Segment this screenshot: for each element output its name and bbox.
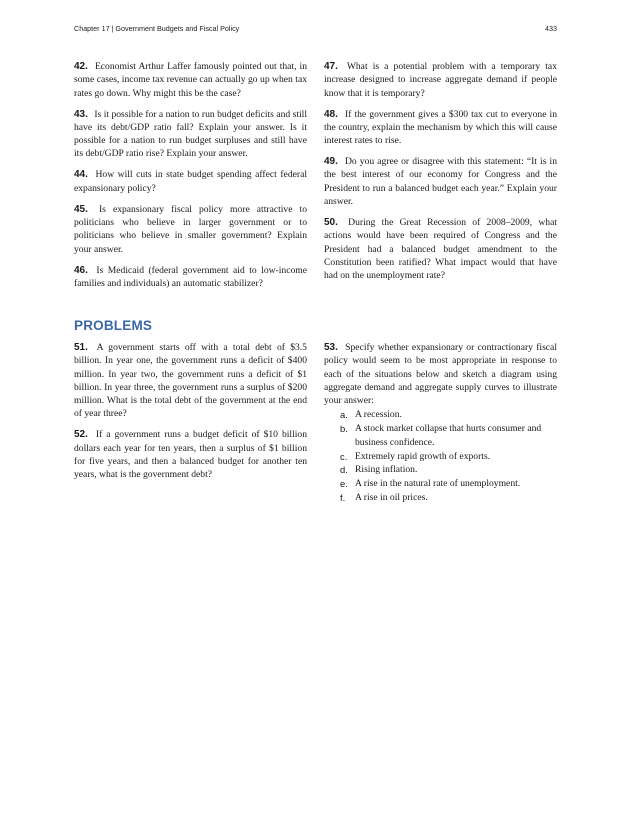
problems-left-column (74, 341, 307, 489)
problems-heading: PROBLEMS (74, 318, 153, 333)
problem-text: If a government runs a budget deficit of $10 billion dollars each year for ten years, then a surplus of $1 billion for five years, and then a balanced budget for another ten years, what is the government debt? (74, 429, 307, 481)
list-item (324, 450, 557, 463)
question-43 (74, 108, 307, 161)
list-item-text: Extremely rapid growth of exports. (355, 450, 491, 462)
question-text: During the Great Recession of 2008–2009, what actions would have been required of Congress and the President had a balanced budget amendment to the Constitution been ratified? What impact would that have had on the unemployment rate? (324, 217, 557, 282)
list-marker: b. (340, 423, 348, 435)
question-text: Is expansionary fiscal policy more attractive to politicians who believe in larger government or to politicians who believe in smaller government? Explain your answer. (74, 203, 307, 255)
situation-list (324, 408, 557, 504)
question-text: Do you agree or disagree with this statement: “It is in the best interest of our economy for Congress and the President to run a balanced budget each year.” Explain your answer. (324, 156, 557, 208)
question-number: 45. (74, 203, 88, 215)
list-item-text: A stock market collapse that hurts consumer and business confidence. (355, 423, 542, 448)
question-text: Is Medicaid (federal government aid to low-income families and individuals) an automatic stabilizer? (74, 264, 307, 289)
question-44 (74, 168, 307, 195)
question-text: Economist Arthur Laffer famously pointed out that, in some cases, income tax revenue can actually go up when tax rates go down. Why might this be the case? (74, 61, 307, 99)
list-item (324, 408, 557, 421)
question-number: 42. (74, 61, 88, 72)
question-number: 49. (324, 156, 338, 168)
list-item-text: Rising inflation. (355, 464, 418, 476)
question-42 (74, 60, 307, 100)
questions-right-column (324, 60, 557, 290)
question-50 (324, 216, 557, 282)
question-number: 50. (324, 217, 338, 229)
list-item (324, 463, 557, 476)
list-marker: f. (340, 492, 346, 504)
question-number: 43. (74, 108, 88, 120)
problem-text: A government starts off with a total debt of $3.5 billion. In year one, the government runs a deficit of $400 million. In year two, the government runs a deficit of $1 billion. In year three, the government runs a surplus of $200 million. What is the total debt of the government at the end of year three? (74, 342, 307, 420)
list-item-text: A recession. (355, 409, 402, 421)
problem-number: 51. (74, 342, 88, 353)
list-marker: e. (340, 478, 348, 490)
question-number: 44. (74, 169, 88, 181)
question-47 (324, 60, 557, 100)
question-48 (324, 108, 557, 148)
questions-left-column (74, 60, 307, 298)
problem-number: 52. (74, 429, 88, 441)
list-item (324, 477, 557, 490)
question-text: How will cuts in state budget spending affect federal expansionary policy? (74, 169, 307, 194)
page-header (74, 24, 557, 38)
problem-number: 53. (324, 342, 338, 353)
question-number: 47. (324, 61, 338, 72)
list-item (324, 422, 557, 449)
question-45 (74, 203, 307, 256)
question-text: Is it possible for a nation to run budget deficits and still have its debt/GDP ratio fall? Explain your answer. Is it possible for a nation to run budget surpluses and still have its debt/GDP ratio rise? Explain your answer. (74, 108, 307, 160)
problems-right-column (324, 341, 557, 505)
list-item-text: A rise in oil prices. (355, 492, 428, 504)
problem-text: Specify whether expansionary or contractionary fiscal policy would seem to be most appropriate in response to each of the situations below and sketch a diagram using aggregate demand and aggregate supply curves to illustrate your answer: (324, 342, 557, 407)
list-item-text: A rise in the natural rate of unemployment. (355, 478, 521, 490)
problem-53 (324, 341, 557, 407)
question-text: If the government gives a $300 tax cut to everyone in the country, explain the mechanism by which this will cause interest rates to rise. (324, 108, 557, 147)
problem-51 (74, 341, 307, 421)
page-number: 433 (545, 24, 557, 33)
question-46 (74, 264, 307, 291)
question-49 (324, 155, 557, 208)
list-item (324, 491, 557, 504)
list-marker: c. (340, 450, 348, 462)
problem-52 (74, 428, 307, 481)
list-marker: d. (340, 464, 348, 476)
question-number: 46. (74, 264, 88, 276)
question-text: What is a potential problem with a temporary tax increase designed to increase aggregate demand if people know that it is temporary? (324, 61, 557, 99)
list-marker: a. (340, 409, 348, 421)
question-number: 48. (324, 108, 338, 120)
chapter-title: Chapter 17 | Government Budgets and Fiscal Policy (74, 24, 240, 33)
